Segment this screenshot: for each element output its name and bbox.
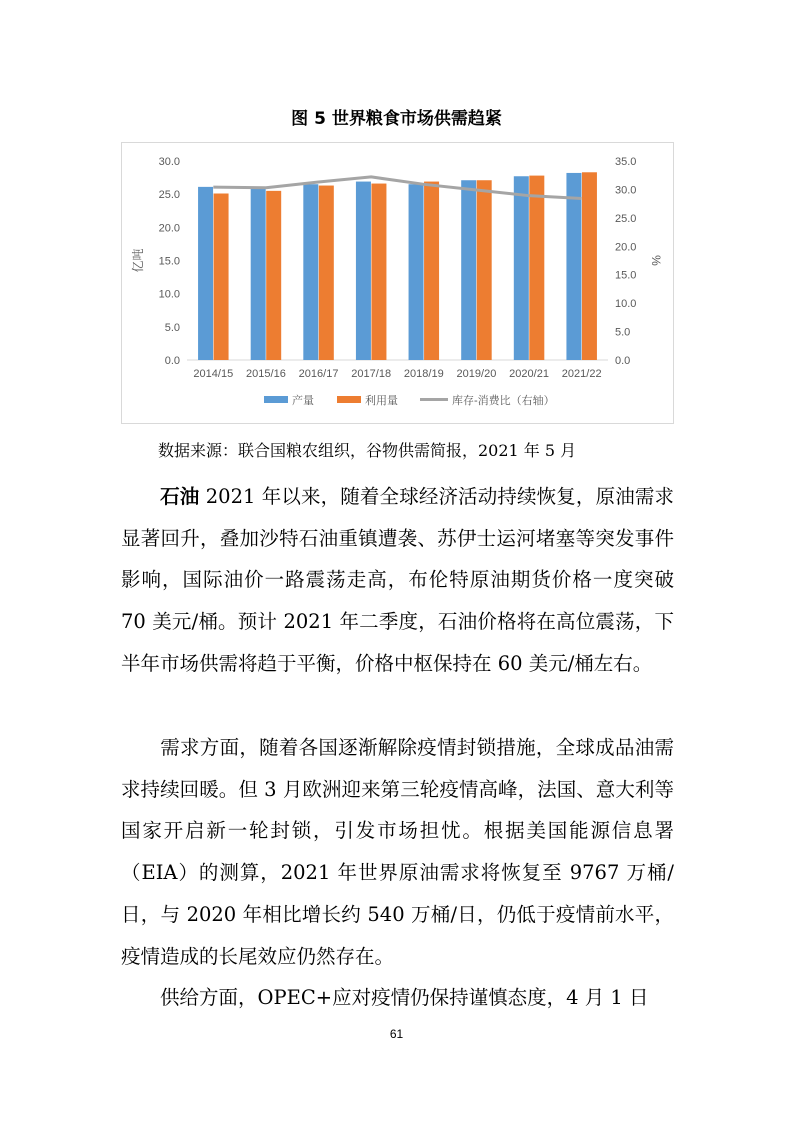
right-axis-tick-label: 10.0 [615,298,637,311]
left-axis-title: 亿吨 [131,248,145,273]
legend-production-label: 产量 [292,395,314,407]
bar-utilization [424,182,439,360]
paragraph-demand [121,727,674,977]
legend-utilization-label: 利用量 [365,395,398,407]
bar-production [514,176,529,360]
right-axis-tick-label: 30.0 [615,184,637,197]
bar-utilization [319,186,334,360]
paragraph-oil [121,476,674,685]
bar-utilization [582,172,597,360]
right-axis-tick-label: 20.0 [615,241,637,254]
right-axis-tick-label: 0.0 [615,355,631,367]
bar-production [198,187,213,360]
bar-utilization [371,184,386,360]
bar-production [409,184,424,360]
x-axis-tick-label: 2021/22 [561,368,602,380]
left-axis-tick-label: 20.0 [158,222,180,235]
x-axis-tick-label: 2014/15 [193,368,234,380]
x-axis-tick-label: 2017/18 [351,368,392,380]
left-axis-tick-label: 25.0 [158,189,180,202]
bar-production [251,188,266,360]
right-axis-tick-label: 5.0 [615,326,631,339]
figure-source: 数据来源：联合国粮农组织，谷物供需简报，2021 年 5 月 [158,441,577,460]
bar-production [356,182,371,360]
paragraph-body: 2021 年以来，随着全球经济活动持续恢复，原油需求显著回升，叠加沙特石油重镇遭袭、苏伊士运河堵塞等突发事件影响，国际油价一路震荡走高，布伦特原油期货价格一度突破 70 美元/桶。预计 2021 年二季度，石油价格将在高位震荡，下半年市场供需将趋于平衡，价格中枢保持在 60 美元/桶左右。 [121,485,674,675]
legend-production-swatch [264,396,288,403]
right-axis-tick-label: 25.0 [615,212,637,225]
left-axis-tick-label: 10.0 [158,288,180,301]
left-axis-tick-label: 15.0 [158,255,180,268]
bar-production [461,180,476,360]
right-axis-title: % [649,255,663,266]
bar-utilization [529,176,544,360]
page-number: 61 [389,1027,404,1041]
bar-utilization [214,194,229,360]
right-axis-tick-label: 15.0 [615,269,637,282]
paragraph-supply [121,977,674,1019]
legend-utilization-swatch [337,396,361,403]
paragraph-body: 供给方面，OPEC+应对疫情仍保持谨慎态度，4 月 1 日 [160,986,649,1009]
right-axis-tick-label: 35.0 [615,156,637,168]
left-axis-tick-label: 30.0 [158,156,180,168]
x-axis-tick-label: 2019/20 [456,368,497,380]
x-axis-tick-label: 2015/16 [246,368,286,380]
bar-production [303,184,318,360]
bar-utilization [477,180,492,360]
paragraph-body: 需求方面，随着各国逐渐解除疫情封锁措施，全球成品油需求持续回暖。但 3 月欧洲迎来第三轮疫情高峰，法国、意大利等国家开启新一轮封锁，引发市场担忧。根据美国能源信息署（EIA）的测算，2021 年世界原油需求将恢复至 9767 万桶/日，与 2020 年相比增长约 540 万桶/日，仍低于疫情前水平，疫情造成的长尾效应仍然存在。 [121,736,674,968]
x-axis-tick-label: 2020/21 [509,368,549,380]
paragraph-lead: 石油 [160,485,200,508]
left-axis-tick-label: 0.0 [164,355,180,367]
bar-utilization [266,191,281,360]
bar-production [566,173,581,360]
left-axis-tick-label: 5.0 [164,321,180,334]
figure-title: 图 5 世界粮食市场供需趋紧 [291,109,502,129]
legend-stock-ratio-label: 库存-消费比（右轴） [452,395,555,407]
x-axis-tick-label: 2016/17 [298,368,339,380]
chart [122,143,673,423]
x-axis-tick-label: 2018/19 [403,368,444,380]
chart-container [121,142,674,424]
